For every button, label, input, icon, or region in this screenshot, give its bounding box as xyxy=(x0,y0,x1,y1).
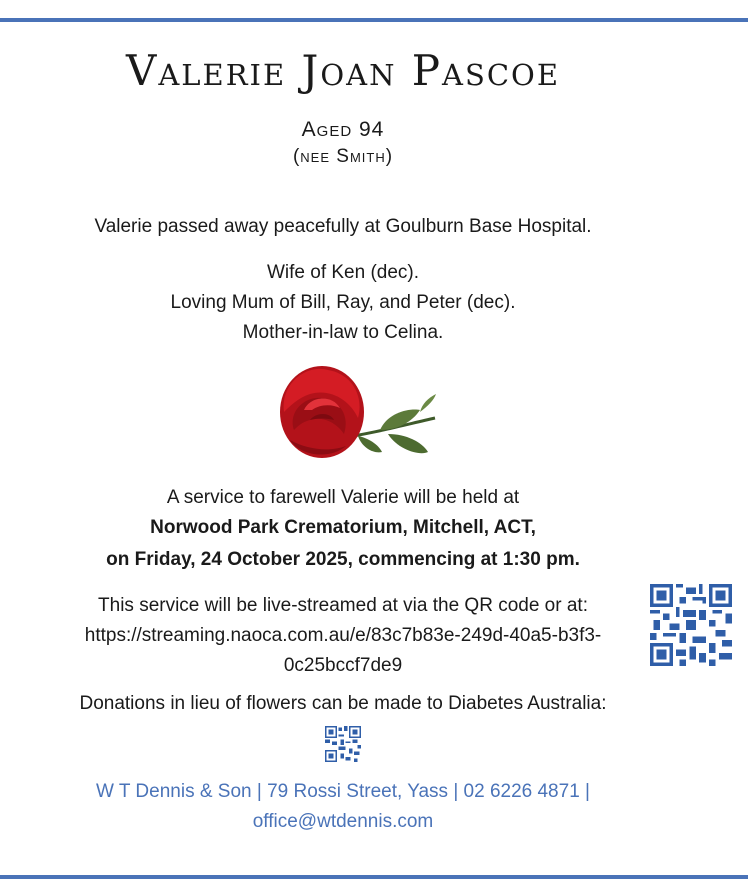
family-line-children: Loving Mum of Bill, Ray, and Peter (dec). xyxy=(170,292,516,313)
family-line-spouse: Wife of Ken (dec). xyxy=(266,262,420,283)
funeral-director-email-link[interactable]: office@wtdennis.com xyxy=(252,811,434,832)
donation-statement: Donations in lieu of flowers can be made to Diabetes Australia: xyxy=(79,693,607,714)
maiden-name-line: (nee Smith) xyxy=(292,146,394,167)
service-datetime: on Friday, 24 October 2025, commencing at 1:30 pm. xyxy=(106,549,580,570)
livestream-instructions: This service will be live-streamed at via the QR code or at: xyxy=(98,595,588,616)
livestream-url-part2[interactable]: 0c25bccf7de9 xyxy=(283,655,403,676)
service-venue: Norwood Park Crematorium, Mitchell, ACT, xyxy=(150,517,536,538)
funeral-director-details: W T Dennis & Son | 79 Rossi Street, Yass | 02 6226 4871 | xyxy=(96,781,590,802)
bottom-divider xyxy=(0,875,748,879)
family-line-in-law: Mother-in-law to Celina. xyxy=(242,322,444,343)
red-rose-image xyxy=(270,360,445,465)
deceased-name: Valerie Joan Pascoe xyxy=(126,46,560,95)
age-line: Aged 94 xyxy=(301,118,385,141)
top-divider xyxy=(0,18,748,22)
livestream-qr-code-icon[interactable] xyxy=(650,583,732,667)
donation-qr-code-icon[interactable] xyxy=(325,726,361,762)
service-intro: A service to farewell Valerie will be held at xyxy=(166,487,520,508)
passing-statement: Valerie passed away peacefully at Goulburn Base Hospital. xyxy=(94,216,592,237)
livestream-url-part1[interactable]: https://streaming.naoca.com.au/e/83c7b83e-249d-40a5-b3f3- xyxy=(84,625,602,646)
